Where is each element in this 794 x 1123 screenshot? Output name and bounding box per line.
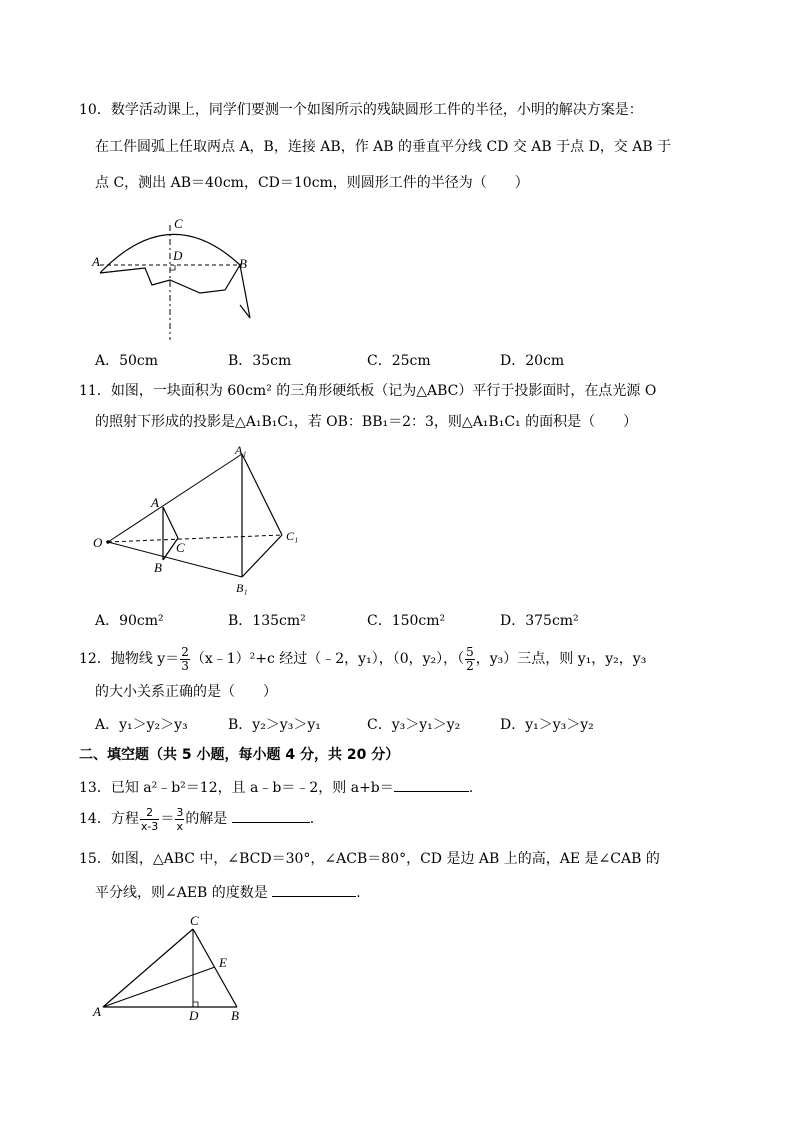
q11-option-b[interactable]: B．135cm² xyxy=(228,613,306,629)
q15-line2 xyxy=(95,882,361,903)
q10-figure xyxy=(90,210,270,345)
q15-answer-blank[interactable] xyxy=(272,882,356,897)
q10-label-c: C xyxy=(174,216,183,231)
q12-option-b[interactable]: B．y₂＞y₃＞y₁ xyxy=(228,717,321,733)
q10-label-a: A xyxy=(92,254,100,269)
q14-suffix: 的解是 xyxy=(185,811,228,827)
q14-answer-blank[interactable] xyxy=(232,808,310,823)
q11-label-b1: B₁ xyxy=(236,581,248,595)
q14-prefix: 14．方程 xyxy=(79,811,139,827)
q15-label-b: B xyxy=(231,1008,239,1023)
q10-option-c[interactable]: C．25cm xyxy=(367,353,431,369)
q12-fraction-x: $\frac{5}{2}$ xyxy=(466,644,474,673)
q10-right-angle-mark xyxy=(170,265,175,270)
q11-ray-oc1 xyxy=(108,535,282,542)
q15-label-d: D xyxy=(189,1008,199,1023)
q12-fraction-coef: $\frac{2}{3}$ xyxy=(181,644,189,673)
q11-label-b: B xyxy=(154,560,162,575)
q15-end: . xyxy=(356,885,361,901)
q11-line2: 的照射下形成的投影是△A₁B₁C₁，若 OB：BB₁＝2：3，则△A₁B₁C₁ 的面积是（ ） xyxy=(95,414,638,430)
q12-line1 xyxy=(79,644,646,674)
q11-proj-b1c1 xyxy=(242,535,282,577)
q14-end: . xyxy=(309,811,315,827)
q12-option-c[interactable]: C．y₃＞y₁＞y₂ xyxy=(367,717,461,733)
q11-label-a: A xyxy=(151,495,159,510)
q15-line1: 15．如图，△ABC 中，∠BCD＝30°，∠ACB＝80°，CD 是边 AB 上的高，AE 是∠CAB 的 xyxy=(79,851,660,867)
q12-prefix: 12．抛物线 y＝ xyxy=(79,651,180,667)
q15-side-ac xyxy=(103,929,193,1007)
q11-tri-ac xyxy=(163,507,178,538)
q14-equals: ＝ xyxy=(160,811,175,827)
q10-option-b[interactable]: B．35cm xyxy=(228,353,292,369)
q11-option-d[interactable]: D．375cm² xyxy=(500,613,579,629)
q11-label-c: C xyxy=(176,540,185,555)
q12-line2: 的大小关系正确的是（ ） xyxy=(95,684,277,700)
q15-bisector-ae xyxy=(103,967,215,1007)
q11-label-c1: C₁ xyxy=(286,529,299,543)
q11-line1: 11．如图，一块面积为 60cm² 的三角形硬纸板（记为△ABC）平行于投影面时，在点光源 O xyxy=(79,383,657,399)
q15-figure xyxy=(90,910,260,1025)
q15-label-e: E xyxy=(219,955,227,970)
q15-right-angle-mark xyxy=(193,1002,198,1007)
q10-option-a[interactable]: A．50cm xyxy=(95,353,159,369)
q14-fraction-left: $\frac{2}{x-3}$ xyxy=(140,805,159,833)
q10-line3: 点 C，测出 AB＝40cm，CD＝10cm，则圆形工件的半径为（ ） xyxy=(95,175,529,191)
q10-options xyxy=(95,351,695,371)
q12-option-a[interactable]: A．y₁＞y₂＞y₃ xyxy=(95,717,188,733)
q10-label-d: D xyxy=(173,248,183,263)
q15-side-bc xyxy=(193,929,237,1007)
q12-suffix: ，y₃）三点，则 y₁，y₂，y₃ xyxy=(475,651,647,667)
q11-figure xyxy=(90,442,310,597)
q15-line2-text: 平分线，则∠AEB 的度数是 xyxy=(95,885,268,901)
q11-option-a[interactable]: A．90cm² xyxy=(95,613,164,629)
q14-line xyxy=(79,804,314,834)
q12-options xyxy=(95,715,695,735)
q15-label-c: C xyxy=(190,913,199,928)
q15-label-a: A xyxy=(93,1004,101,1019)
q13-answer-blank[interactable] xyxy=(394,777,469,792)
q11-proj-a1c1 xyxy=(242,454,282,535)
q12-option-d[interactable]: D．y₁＞y₃＞y₂ xyxy=(500,717,594,733)
q13-text: 13．已知 a²﹣b²＝12，且 a﹣b＝﹣2，则 a+b＝ xyxy=(79,780,394,796)
q10-broken-edge xyxy=(100,265,250,318)
q10-line2: 在工件圆弧上任取两点 A，B，连接 AB，作 AB 的垂直平分线 CD 交 AB 于点 D，交 AB 于 xyxy=(95,139,672,155)
q14-fraction-right: $\frac{3}{x}$ xyxy=(176,805,184,833)
q11-options xyxy=(95,611,695,631)
q10-label-b: B xyxy=(239,256,247,271)
q12-middle: （x﹣1）²+c 经过（﹣2，y₁），（0，y₂），（ xyxy=(190,651,465,667)
q11-label-o: O xyxy=(93,535,103,550)
q11-option-c[interactable]: C．150cm² xyxy=(367,613,446,629)
q13-line xyxy=(79,777,473,798)
q13-end: . xyxy=(468,780,474,796)
q10-option-d[interactable]: D．20cm xyxy=(500,353,565,369)
q10-line1: 10．数学活动课上，同学们要测一个如图所示的残缺圆形工件的半径，小明的解决方案是： xyxy=(79,102,643,118)
q11-point-o xyxy=(106,540,110,544)
q11-label-a1: A₁ xyxy=(235,443,247,457)
section2-heading: 二、填空题（共 5 小题，每小题 4 分，共 20 分） xyxy=(79,747,400,763)
q11-ray-ob1 xyxy=(108,542,242,577)
q11-ray-oa1 xyxy=(108,454,242,542)
